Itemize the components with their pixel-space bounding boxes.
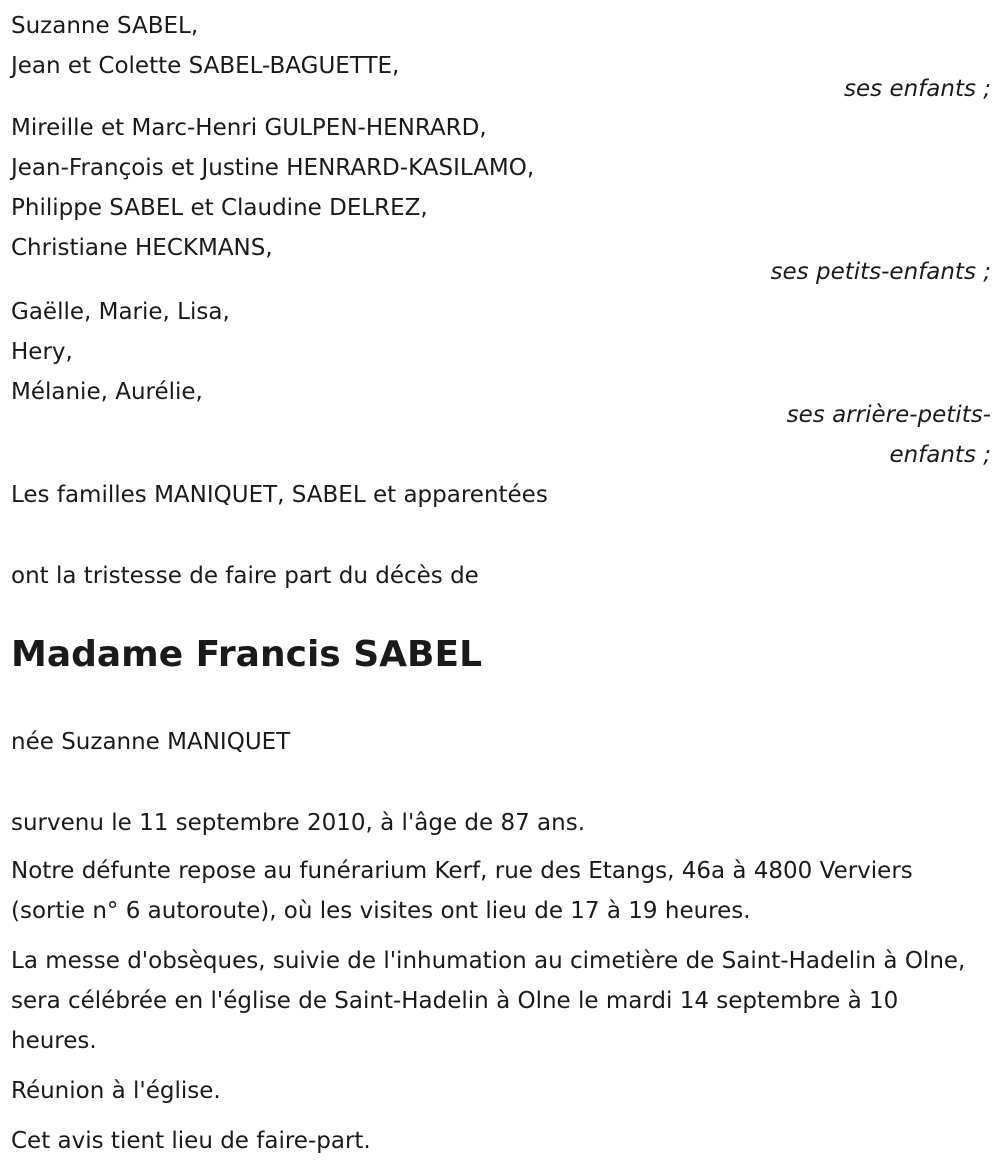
closing-note: Cet avis tient lieu de faire-part.	[11, 1128, 371, 1154]
child-name: Jean et Colette SABEL-BAGUETTE,	[11, 53, 400, 79]
grandchild-name: Jean-François et Justine HENRARD-KASILAMO,	[11, 155, 535, 181]
children-role-label: ses enfants ;	[844, 76, 991, 102]
great-grandchild-name: Gaëlle, Marie, Lisa,	[11, 299, 230, 325]
great-grandchild-name: Hery,	[11, 339, 73, 365]
grandchild-name: Philippe SABEL et Claudine DELREZ,	[11, 195, 428, 221]
funerarium-paragraph: Notre défunte repose au funérarium Kerf, rue des Etangs, 46a à 4800 Verviers (sortie n° 6 autoroute), où les visites ont lieu de 17 à 19 heures.	[11, 858, 913, 924]
great-grandchildren-role-label-line1: ses arrière-petits-	[786, 402, 991, 428]
grandchildren-role-label: ses petits-enfants ;	[770, 259, 991, 285]
great-grandchild-name: Mélanie, Aurélie,	[11, 379, 203, 405]
deceased-name-heading: Madame Francis SABEL	[11, 634, 483, 675]
meeting-line: Réunion à l'église.	[11, 1078, 221, 1104]
announcement-line: ont la tristesse de faire part du décès de	[11, 563, 479, 589]
great-grandchildren-role-label-line2: enfants ;	[889, 442, 991, 468]
death-date-line: survenu le 11 septembre 2010, à l'âge de 87 ans.	[11, 810, 586, 836]
child-name: Suzanne SABEL,	[11, 13, 199, 39]
grandchild-name: Mireille et Marc-Henri GULPEN-HENRARD,	[11, 115, 487, 141]
funeral-paragraph: La messe d'obsèques, suivie de l'inhumation au cimetière de Saint-Hadelin à Olne, sera célébrée en l'église de Saint-Hadelin à Olne le mardi 14 septembre à 10 heures.	[11, 948, 966, 1054]
families-line: Les familles MANIQUET, SABEL et apparentées	[11, 482, 548, 508]
grandchild-name: Christiane HECKMANS,	[11, 235, 273, 261]
maiden-name-line: née Suzanne MANIQUET	[11, 729, 291, 755]
